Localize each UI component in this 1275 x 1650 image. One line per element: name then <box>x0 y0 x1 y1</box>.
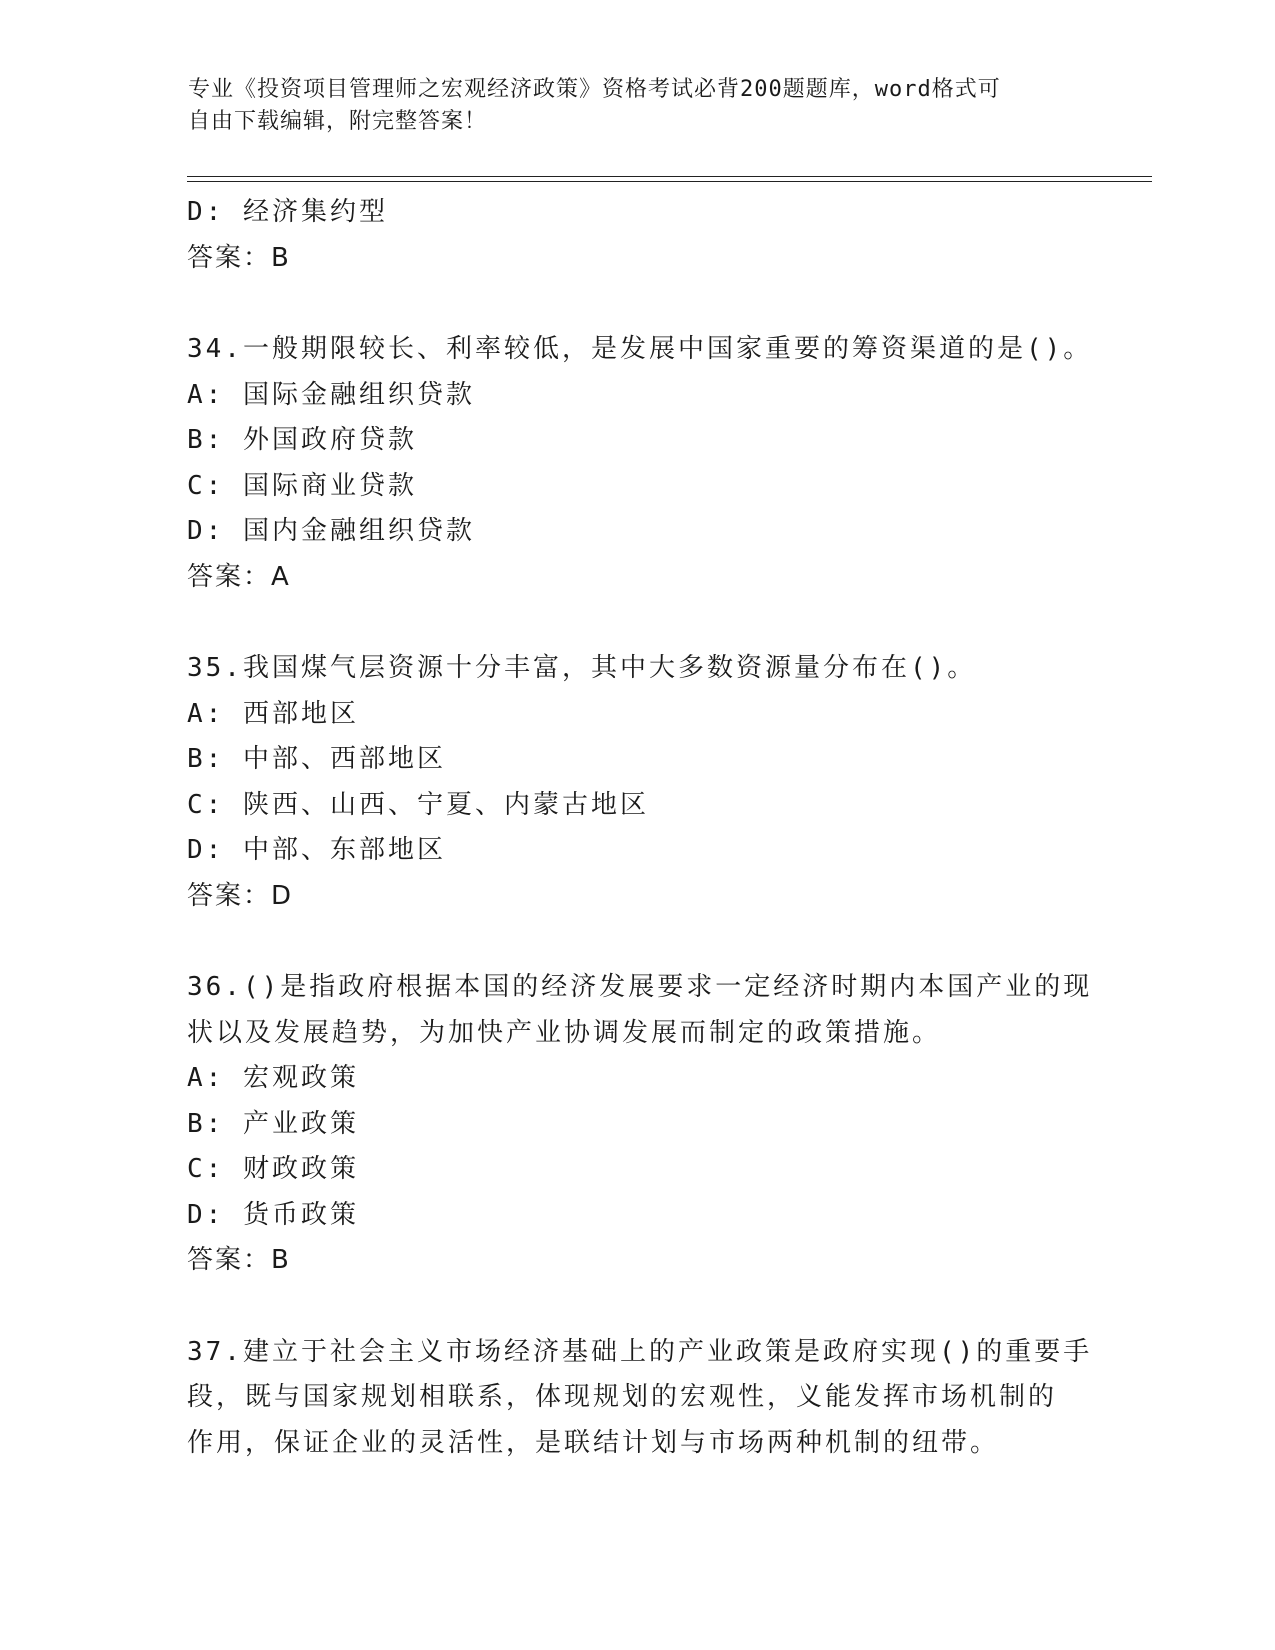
question-gap <box>187 919 1087 965</box>
question-35 <box>187 646 1087 919</box>
question-stem-line-1: 37.建立于社会主义市场经济基础上的产业政策是政府实现()的重要手 <box>187 1336 1093 1367</box>
question-list <box>187 190 1093 1466</box>
previous-question-tail <box>187 190 1087 281</box>
option-b: B: 中部、西部地区 <box>187 744 446 774</box>
header-title-line-1: 专业《投资项目管理师之宏观经济政策》资格考试必背200题题库，word格式可 <box>188 77 1001 102</box>
option-c: C: 财政政策 <box>187 1154 359 1184</box>
question-stem-line-3: 作用，保证企业的灵活性，是联结计划与市场两种机制的纽带。 <box>187 1427 1000 1458</box>
option-d: D: 货币政策 <box>187 1199 359 1230</box>
question-36 <box>187 965 1093 1284</box>
document-header <box>188 74 1068 138</box>
answer-line: 答案：D <box>187 880 294 911</box>
option-c: C: 陕西、山西、宁夏、内蒙古地区 <box>187 789 649 820</box>
question-stem-line-2: 段，既与国家规划相联系，体现规划的宏观性，义能发挥市场机制的 <box>187 1382 1058 1412</box>
option-a: A: 国际金融组织贷款 <box>187 379 475 410</box>
answer-line: 答案：A <box>187 561 291 592</box>
answer-line: 答案：B <box>187 1245 291 1275</box>
option-a: A: 西部地区 <box>187 698 359 729</box>
header-title-line-2: 自由下载编辑，附完整答案！ <box>188 109 488 134</box>
option-d: D: 中部、东部地区 <box>187 835 446 865</box>
option-c: C: 国际商业贷款 <box>187 470 417 501</box>
header-divider-bottom <box>187 181 1152 182</box>
answer-line: 答案：B <box>187 242 291 273</box>
question-stem: 34.一般期限较长、利率较低，是发展中国家重要的筹资渠道的是()。 <box>187 334 1093 364</box>
header-divider-top <box>187 176 1152 177</box>
question-stem-line-2: 状以及发展趋势，为加快产业协调发展而制定的政策措施。 <box>187 1017 942 1048</box>
question-stem-line-1: 36.()是指政府根据本国的经济发展要求一定经济时期内本国产业的现 <box>187 972 1093 1002</box>
question-stem: 35.我国煤气层资源十分丰富，其中大多数资源量分布在()。 <box>187 653 977 683</box>
option-d: D: 经济集约型 <box>187 197 388 227</box>
option-b: B: 外国政府贷款 <box>187 425 417 455</box>
option-a: A: 宏观政策 <box>187 1063 359 1093</box>
question-gap <box>187 1284 1087 1330</box>
question-34 <box>187 327 1093 600</box>
option-d: D: 国内金融组织贷款 <box>187 516 475 546</box>
question-gap <box>187 281 1087 327</box>
question-gap <box>187 600 1087 646</box>
question-37 <box>187 1330 1093 1467</box>
option-b: B: 产业政策 <box>187 1108 359 1139</box>
